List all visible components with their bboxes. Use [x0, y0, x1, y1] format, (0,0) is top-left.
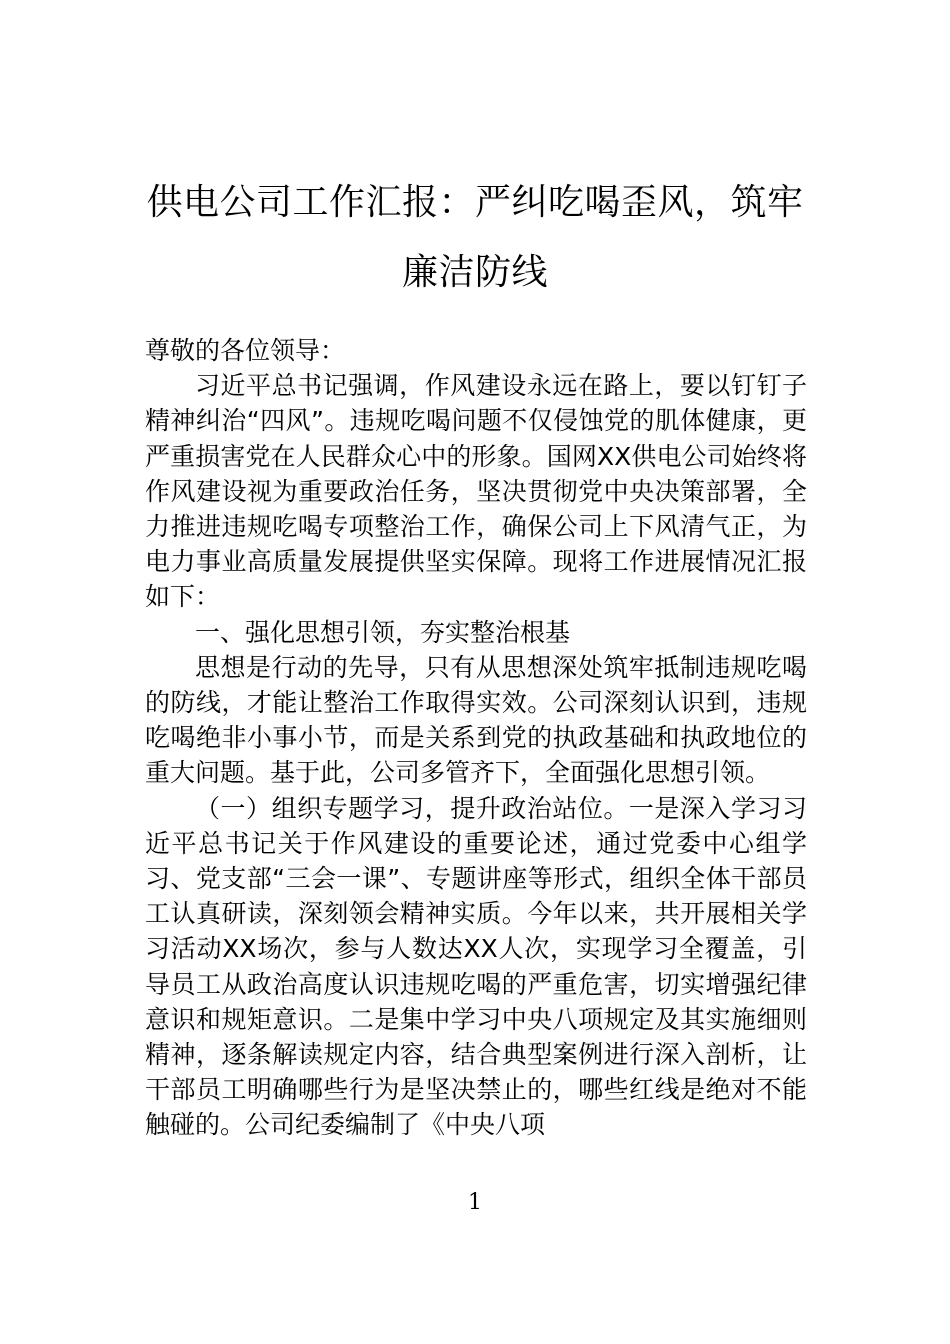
document-title: 供电公司工作汇报：严纠吃喝歪风，筑牢廉洁防线 — [146, 182, 804, 293]
document-body — [145, 333, 807, 1143]
section-paragraph: 思想是行动的先导，只有从思想深处筑牢抵制违规吃喝的防线，才能让整治工作取得实效。公司深刻认识到，违规吃喝绝非小事小节，而是关系到党的执政基础和执政地位的重大问题。基于此，公司多管齐下，全面强化思想引领。 — [145, 652, 807, 788]
subsection-paragraph: （一）组织专题学习，提升政治站位。一是深入学习习近平总书记关于作风建设的重要论述，通过党委中心组学习、党支部“三会一课”、专题讲座等形式，组织全体干部员工认真研读，深刻领会精神实质。今年以来，共开展相关学习活动XX场次，参与人数达XX人次，实现学习全覆盖，引导员工从政治高度认识违规吃喝的严重危害，切实增强纪律意识和规矩意识。二是集中学习中央八项规定及其实施细则精神，逐条解读规定内容，结合典型案例进行深入剖析，让干部员工明确哪些行为是坚决禁止的，哪些红线是绝对不能触碰的。公司纪委编制了《中央八项 — [145, 793, 807, 1140]
intro-paragraph: 习近平总书记强调，作风建设永远在路上，要以钉钉子精神纠治“四风”。违规吃喝问题不仅侵蚀党的肌体健康，更严重损害党在人民群众心中的形象。国网XX供电公司始终将作风建设视为重要政治任务，坚决贯彻党中央决策部署，全力推进违规吃喝专项整治工作，确保公司上下风清气正，为电力事业高质量发展提供坚实保障。现将工作进展情况汇报如下： — [145, 371, 807, 612]
salutation: 尊敬的各位领导： — [145, 336, 346, 365]
section-heading: 一、强化思想引领，夯实整治根基 — [195, 617, 571, 647]
page-number: 1 — [468, 1190, 482, 1215]
